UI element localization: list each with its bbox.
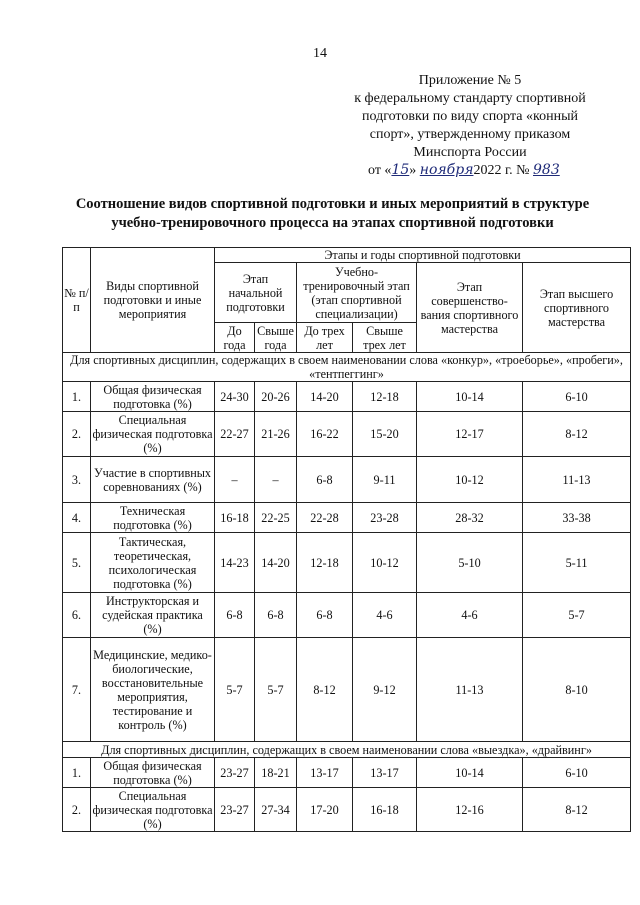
cell-value: – <box>215 457 255 503</box>
cell-value: 10-12 <box>353 533 417 593</box>
cell-value: 5-11 <box>523 533 631 593</box>
appendix-line: спорт», утвержденному приказом <box>369 127 571 142</box>
header-highest-stage: Этап высшего спортивного мастерства <box>523 263 631 353</box>
cell-value: 10-14 <box>417 758 523 788</box>
cell-value: 22-27 <box>215 412 255 457</box>
header-over-three: Свыше трех лет <box>353 323 417 353</box>
row-label: Медицинские, медико-биологические, восстановительные мероприятия, тестирование и контроль (%) <box>91 638 215 742</box>
cell-value: – <box>255 457 297 503</box>
cell-value: 14-20 <box>255 533 297 593</box>
row-number: 6. <box>63 593 91 638</box>
row-number: 2. <box>63 788 91 832</box>
header-kinds: Виды спортивной подготовки и иные мероприятия <box>91 248 215 353</box>
cell-value: 9-11 <box>353 457 417 503</box>
handwritten-month: ноября <box>419 162 474 178</box>
cell-value: 23-27 <box>215 788 255 832</box>
row-number: 5. <box>63 533 91 593</box>
title-line: учебно-тренировочного процесса на этапах спортивной подготовки <box>111 215 554 231</box>
row-number: 3. <box>63 457 91 503</box>
cell-value: 12-18 <box>353 382 417 412</box>
cell-value: 4-6 <box>417 593 523 638</box>
date-mid: » <box>409 163 420 178</box>
cell-value: 24-30 <box>215 382 255 412</box>
cell-value: 28-32 <box>417 503 523 533</box>
section-header: Для спортивных дисциплин, содержащих в своем наименовании слова «конкур», «троеборье», «пробеги», «тентпеггинг» <box>63 353 631 382</box>
header-improvement-stage: Этап совершенство-вания спортивного мастерства <box>417 263 523 353</box>
cell-value: 13-17 <box>297 758 353 788</box>
cell-value: 16-22 <box>297 412 353 457</box>
cell-value: 8-12 <box>523 412 631 457</box>
header-num: № п/п <box>63 248 91 353</box>
row-number: 4. <box>63 503 91 533</box>
cell-value: 9-12 <box>353 638 417 742</box>
cell-value: 8-12 <box>297 638 353 742</box>
cell-value: 21-26 <box>255 412 297 457</box>
title-line: Соотношение видов спортивной подготовки и иных мероприятий в структуре <box>75 196 590 212</box>
row-label: Специальная физическая подготовка (%) <box>92 413 213 455</box>
document-title <box>55 195 610 233</box>
handwritten-day: 15 <box>391 162 410 178</box>
header-stages: Этапы и годы спортивной подготовки <box>215 248 631 263</box>
row-number: 1. <box>63 382 91 412</box>
cell-value: 6-8 <box>297 457 353 503</box>
cell-value: 6-8 <box>297 593 353 638</box>
cell-value: 14-23 <box>215 533 255 593</box>
cell-value: 5-7 <box>255 638 297 742</box>
cell-value: 5-7 <box>523 593 631 638</box>
cell-value: 8-12 <box>523 788 631 832</box>
cell-value: 12-18 <box>297 533 353 593</box>
cell-value: 10-12 <box>417 457 523 503</box>
appendix-block <box>330 72 610 162</box>
cell-value: 17-20 <box>297 788 353 832</box>
row-label: Инструкторская и судейская практика (%) <box>91 593 215 638</box>
section-header: Для спортивных дисциплин, содержащих в своем наименовании слова «выездка», «драйвинг» <box>63 742 631 758</box>
training-ratio-table <box>62 247 631 832</box>
cell-value: 10-14 <box>417 382 523 412</box>
cell-value: 11-13 <box>523 457 631 503</box>
cell-value: 12-16 <box>417 788 523 832</box>
appendix-line: к федеральному стандарту спортивной <box>354 91 586 106</box>
row-label: Техническая подготовка (%) <box>91 503 215 533</box>
row-number: 7. <box>63 638 91 742</box>
row-label: Тактическая, теоретическая, психологическая подготовка (%) <box>91 533 215 593</box>
order-date-line <box>368 162 628 179</box>
cell-value: 6-8 <box>215 593 255 638</box>
date-prefix: от « <box>368 163 392 178</box>
cell-value: 18-21 <box>255 758 297 788</box>
row-label: Специальная физическая подготовка (%) <box>92 788 213 831</box>
cell-value: 8-10 <box>523 638 631 742</box>
cell-value: 6-10 <box>523 382 631 412</box>
header-upto-year: До года <box>215 323 255 353</box>
cell-value: 23-27 <box>215 758 255 788</box>
row-number: 2. <box>63 412 91 457</box>
header-initial-stage: Этап начальной подготовки <box>215 263 297 323</box>
cell-value: 16-18 <box>215 503 255 533</box>
cell-value: 23-28 <box>353 503 417 533</box>
cell-value: 6-8 <box>255 593 297 638</box>
cell-value: 5-7 <box>215 638 255 742</box>
cell-value: 27-34 <box>255 788 297 832</box>
cell-value: 33-38 <box>523 503 631 533</box>
cell-value: 16-18 <box>353 788 417 832</box>
cell-value: 20-26 <box>255 382 297 412</box>
cell-value: 4-6 <box>353 593 417 638</box>
handwritten-order-number: 983 <box>533 162 560 178</box>
row-label: Общая физическая подготовка (%) <box>91 758 215 788</box>
row-label: Общая физическая подготовка (%) <box>91 382 215 412</box>
row-number: 1. <box>63 758 91 788</box>
row-label: Участие в спортивных соревнованиях (%) <box>91 457 215 503</box>
page-number: 14 <box>313 46 327 61</box>
appendix-line: Приложение № 5 <box>418 73 522 88</box>
appendix-line: Минспорта России <box>413 145 527 160</box>
cell-value: 12-17 <box>417 412 523 457</box>
header-over-year: Свыше года <box>255 323 297 353</box>
header-training-stage: Учебно-тренировочный этап (этап спортивной специализации) <box>297 263 417 323</box>
cell-value: 13-17 <box>353 758 417 788</box>
cell-value: 5-10 <box>417 533 523 593</box>
cell-value: 14-20 <box>297 382 353 412</box>
cell-value: 11-13 <box>417 638 523 742</box>
cell-value: 22-25 <box>255 503 297 533</box>
cell-value: 6-10 <box>523 758 631 788</box>
date-year: 2022 г. № <box>473 163 533 178</box>
cell-value: 15-20 <box>353 412 417 457</box>
header-upto-three: До трех лет <box>297 323 353 353</box>
appendix-line: подготовки по виду спорта «конный <box>362 109 578 124</box>
cell-value: 22-28 <box>297 503 353 533</box>
